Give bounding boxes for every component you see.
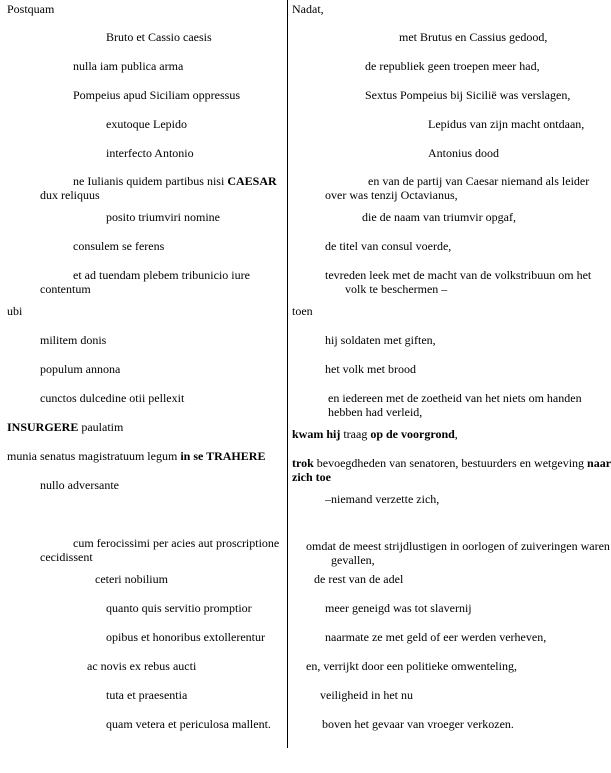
dutch-line-10: tevreden leek met de macht van de volkstribuun om het	[325, 268, 592, 282]
dutch-line-11: toen	[292, 304, 313, 318]
latin-line-20: quanto quis servitio promptior	[106, 601, 252, 615]
dutch-line-16	[292, 456, 611, 470]
latin-line-13: populum annona	[40, 362, 121, 376]
dutch-line-8: die de naam van triumvir opgaf,	[362, 210, 516, 224]
latin-line-10: et ad tuendam plebem tribunicio iure	[73, 268, 250, 282]
latin-line-15-text: paulatim	[78, 420, 124, 434]
dutch-line-7: en van de partij van Caesar niemand als leider	[368, 174, 590, 188]
latin-line-7-text: ne Iulianis quidem partibus nisi	[73, 174, 228, 188]
latin-line-16-text: munia senatus magistratuum legum	[7, 449, 181, 463]
latin-line-19: ceteri nobilium	[95, 572, 168, 586]
dutch-line-2: met Brutus en Cassius gedood,	[399, 30, 548, 44]
latin-line-14: cunctos dulcedine otii pellexit	[40, 391, 185, 405]
dutch-line-17: –niemand verzette zich,	[325, 492, 440, 506]
latin-line-22: ac novis ex rebus aucti	[87, 659, 197, 673]
latin-line-1: Postquam	[7, 2, 55, 16]
dutch-naar: naar	[587, 456, 611, 470]
latin-line-17: nullo adversante	[40, 478, 119, 492]
dutch-line-7-cont: over was tenzij Octavianus,	[325, 188, 458, 202]
dutch-line-19: de rest van de adel	[314, 572, 404, 586]
dutch-line-3: de republiek geen troepen meer had,	[365, 59, 540, 73]
dutch-line-22: en, verrijkt door een politieke omwenteling,	[306, 659, 517, 673]
dutch-line-18: omdat de meest strijdlustigen in oorlogen of zuiveringen waren	[306, 539, 610, 553]
dutch-line-5: Lepidus van zijn macht ontdaan,	[428, 117, 585, 131]
latin-line-9: consulem se ferens	[73, 239, 165, 253]
dutch-line-1: Nadat,	[292, 2, 324, 16]
latin-line-24: quam vetera et periculosa mallent.	[106, 717, 271, 731]
dutch-line-23: veiligheid in het nu	[320, 688, 413, 702]
dutch-zich-toe: zich toe	[292, 470, 331, 484]
dutch-line-24: boven het gevaar van vroeger verkozen.	[322, 717, 514, 731]
dutch-line-13: het volk met brood	[325, 362, 416, 376]
latin-line-18-cont: cecidissent	[40, 550, 93, 564]
dutch-line-14: en iedereen met de zoetheid van het niets om handen	[328, 391, 582, 405]
latin-line-16	[7, 449, 265, 463]
latin-line-10-cont: contentum	[40, 282, 91, 296]
latin-line-8: posito triumviri nomine	[106, 210, 220, 224]
dutch-line-9: de titel van consul voerde,	[325, 239, 452, 253]
latin-line-7-cont: dux reliquus	[40, 188, 100, 202]
latin-trahere: in se TRAHERE	[180, 449, 266, 463]
dutch-op-de-voorgrond: op de voorgrond	[370, 427, 455, 441]
latin-line-12: militem donis	[40, 333, 107, 347]
latin-caesar: CAESAR	[227, 174, 277, 188]
latin-line-23: tuta et praesentia	[106, 688, 188, 702]
dutch-line-16-text: bevoegdheden van senatoren, bestuurders en wetgeving	[313, 456, 588, 470]
dutch-line-4: Sextus Pompeius bij Sicilië was verslagen,	[365, 88, 571, 102]
dutch-line-16-cont	[292, 470, 331, 484]
latin-line-11: ubi	[7, 304, 23, 318]
dutch-line-15-comma: ,	[454, 427, 458, 441]
latin-line-3: nulla iam publica arma	[73, 59, 184, 73]
dutch-line-18-cont: gevallen,	[331, 553, 375, 567]
latin-line-4: Pompeius apud Siciliam oppressus	[73, 88, 240, 102]
dutch-line-21: naarmate ze met geld of eer werden verheven,	[325, 630, 547, 644]
latin-line-2: Bruto et Cassio caesis	[106, 30, 212, 44]
dutch-kwam-hij: kwam hij	[292, 427, 341, 441]
dutch-line-12: hij soldaten met giften,	[325, 333, 436, 347]
dutch-trok: trok	[292, 456, 314, 470]
latin-line-6: interfecto Antonio	[106, 146, 194, 160]
dutch-line-20: meer geneigd was tot slavernij	[325, 601, 472, 615]
dutch-line-15	[292, 427, 458, 441]
dutch-line-14-cont: hebben had verleid,	[328, 405, 423, 419]
latin-insurgere: INSURGERE	[7, 420, 79, 434]
latin-line-15	[7, 420, 123, 434]
latin-line-21: opibus et honoribus extollerentur	[106, 630, 265, 644]
dutch-line-6: Antonius dood	[428, 146, 500, 160]
dutch-line-10-cont: volk te beschermen –	[345, 282, 448, 296]
dutch-line-15-text: traag	[340, 427, 371, 441]
column-divider	[287, 0, 288, 748]
latin-line-18: cum ferocissimi per acies aut proscriptione	[73, 536, 280, 550]
latin-line-7	[73, 174, 277, 188]
latin-line-5: exutoque Lepido	[106, 117, 187, 131]
